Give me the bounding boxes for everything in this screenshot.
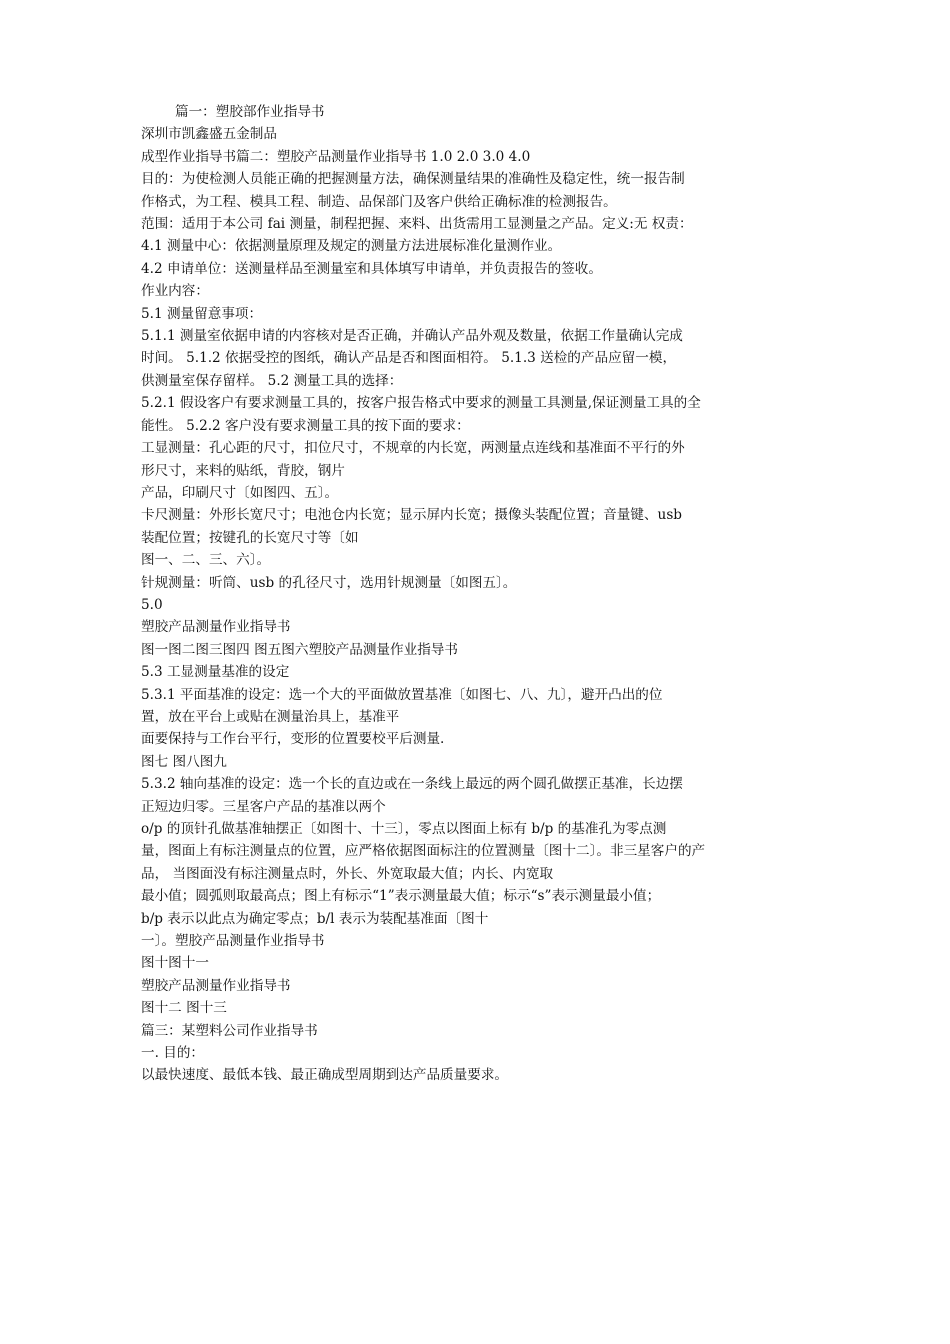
text-line: 针规测量：听筒、usb 的孔径尺寸，选用针规测量〔如图五〕。: [141, 574, 517, 591]
text-line: 图一、二、三、六〕。: [141, 552, 271, 569]
text-line: 5.0: [141, 596, 163, 613]
text-line: 一〕。塑胶产品测量作业指导书: [141, 933, 325, 950]
text-line: 塑胶产品测量作业指导书: [141, 977, 291, 994]
text-line: 图七 图八图九: [141, 753, 227, 770]
text-line: 一. 目的：: [141, 1045, 205, 1062]
text-line: 时间。 5.1.2 依据受控的图纸，确认产品是否和图面相符。 5.1.3 送检的产品应留一模，: [141, 350, 677, 367]
text-line: 4.1 测量中心：依据测量原理及规定的测量方法进展标准化量测作业。: [141, 238, 562, 255]
text-line: b/p 表示以此点为确定零点；b/l 表示为装配基准面〔图十: [141, 910, 489, 927]
text-line: 最小值；圆弧则取最高点；图上有标示“1”表示测量最大值；标示“s”表示测量最小值；: [141, 888, 661, 905]
text-line: 5.3 工显测量基准的设定: [141, 664, 290, 681]
text-line: 面要保持与工作台平行，变形的位置要校平后测量.: [141, 731, 445, 748]
text-line: 深圳市凯鑫盛五金制品: [141, 126, 277, 143]
text-line: 正短边归零。三星客户产品的基准以两个: [141, 798, 386, 815]
text-line: 量，图面上有标注测量点的位置，应严格依据图面标注的位置测量〔图十二〕。非三星客户的产: [141, 843, 706, 860]
text-line: 图十二 图十三: [141, 1000, 227, 1017]
text-line: 范围：适用于本公司 fai 测量，制程把握、来料、出货需用工显测量之产品。定义:无 权责：: [141, 216, 693, 233]
text-line: 产品，印刷尺寸〔如图四、五〕。: [141, 484, 339, 501]
text-line: 能性。 5.2.2 客户没有要求测量工具的按下面的要求：: [141, 417, 470, 434]
text-line: 5.1 测量留意事项：: [141, 305, 263, 322]
text-line: 工显测量：孔心距的尺寸，扣位尺寸，不规章的内长宽，两测量点连线和基准面不平行的外: [141, 440, 685, 457]
text-line: 4.2 申请单位：送测量样品至测量室和具体填写申请单，并负责报告的签收。: [141, 260, 602, 277]
text-line: 5.1.1 测量室依据申请的内容核对是否正确，并确认产品外观及数量，依据工作量确认完成: [141, 328, 683, 345]
text-line: 5.2.1 假设客户有要求测量工具的，按客户报告格式中要求的测量工具测量,保证测量工具的全: [141, 395, 701, 412]
text-line: 5.3.2 轴向基准的设定：选一个长的直边或在一条线上最远的两个圆孔做摆正基准，长边摆: [141, 776, 683, 793]
text-line: 置，放在平台上或贴在测量治具上，基准平: [141, 708, 400, 725]
section-heading-3: 篇三：某塑料公司作业指导书: [141, 1022, 318, 1039]
text-line: 作格式，为工程、模具工程、制造、品保部门及客户供给正确标准的检测报告。: [141, 193, 617, 210]
text-line: 塑胶产品测量作业指导书: [141, 619, 291, 636]
text-line: 品， 当图面没有标注测量点时，外长、外宽取最大值；内长、内宽取: [141, 865, 554, 882]
text-line: 成型作业指导书篇二：塑胶产品测量作业指导书 1.0 2.0 3.0 4.0: [141, 148, 531, 165]
text-line: 图十图十一: [141, 955, 209, 972]
text-line: 目的：为使检测人员能正确的把握测量方法，确保测量结果的准确性及稳定性，统一报告制: [141, 171, 685, 188]
text-line: 以最快速度、最低本钱、最正确成型周期到达产品质量要求。: [141, 1067, 509, 1084]
text-line: 供测量室保存留样。 5.2 测量工具的选择：: [141, 372, 403, 389]
text-line: 卡尺测量：外形长宽尺寸；电池仓内长宽；显示屏内长宽；摄像头装配位置；音量键、usb: [141, 507, 682, 524]
document-page: [141, 101, 821, 1087]
text-line: 5.3.1 平面基准的设定：选一个大的平面做放置基准〔如图七、八、九〕，避开凸出的位: [141, 686, 663, 703]
text-line: 装配位置；按键孔的长宽尺寸等〔如: [141, 529, 359, 546]
section-heading-1: 篇一：塑胶部作业指导书: [175, 104, 325, 120]
text-line: 图一图二图三图四 图五图六塑胶产品测量作业指导书: [141, 641, 458, 658]
text-line: 形尺寸，来料的贴纸，背胶，钢片: [141, 462, 345, 479]
text-line: 作业内容：: [141, 283, 209, 300]
text-line: o/p 的顶针孔做基准轴摆正〔如图十、十三〕，零点以图面上标有 b/p 的基准孔为零点测: [141, 821, 667, 837]
